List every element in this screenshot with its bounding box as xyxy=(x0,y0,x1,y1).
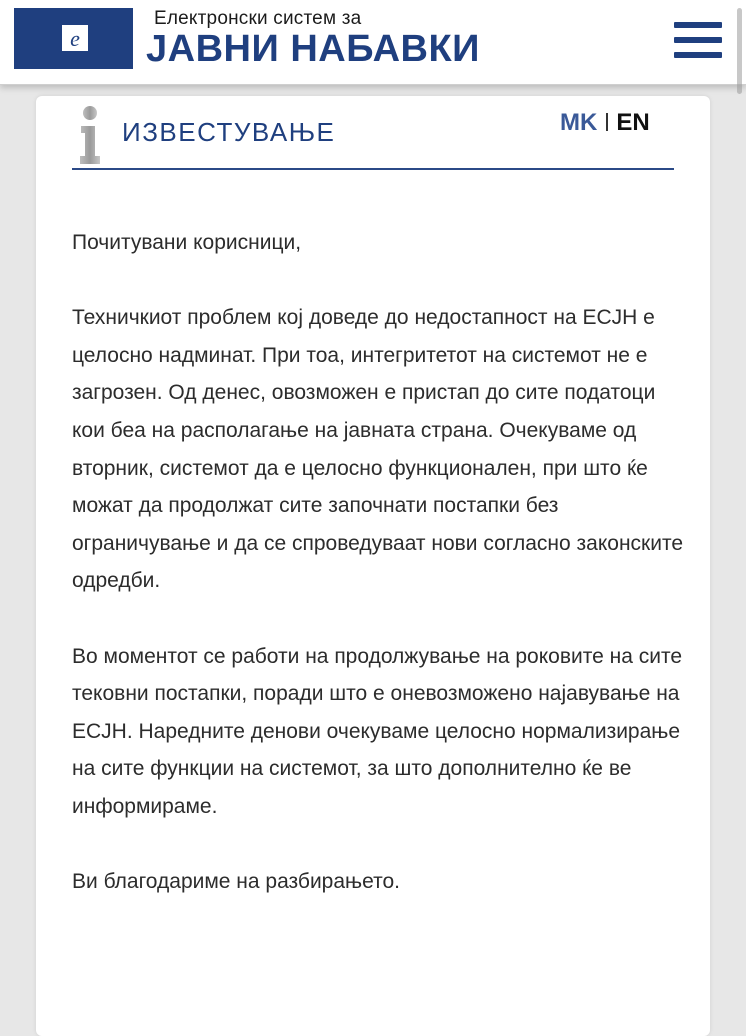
language-switcher xyxy=(560,109,650,137)
notice-paragraph: Техничкиот проблем кој доведе до недостапност на ЕСЈН е целосно надминат. При тоа, интегритетот на системот не е загрозен. Од денес, овозможен е пристап до сите податоци кои беа на располагање на јавната страна. Очекуваме од вторник, системот да е целосно функционален, при што ќе можат да продолжат сите започнати постапки без ограничување и да се спроведуваат нови согласно законските одредби. xyxy=(72,306,684,593)
lang-mk-link[interactable]: MK xyxy=(560,109,598,136)
svg-text:e: e xyxy=(70,26,80,51)
notice-body xyxy=(72,224,684,901)
notice-card xyxy=(36,96,710,1036)
lang-separator xyxy=(606,113,608,131)
brand-subtitle: Електронски систем за xyxy=(154,8,362,29)
brand-title[interactable]: ЈАВНИ НАБАВКИ xyxy=(146,28,480,70)
notice-title: ИЗВЕСТУВАЊЕ xyxy=(122,117,336,147)
hamburger-menu-icon[interactable] xyxy=(674,20,722,60)
info-icon xyxy=(75,106,105,166)
page-scrollbar[interactable] xyxy=(737,8,742,94)
menu-bar xyxy=(674,22,722,28)
title-divider xyxy=(72,168,674,170)
menu-bar xyxy=(674,52,722,58)
lang-en-link[interactable]: EN xyxy=(616,109,650,136)
greeting: Почитувани корисници, xyxy=(72,231,302,254)
top-header xyxy=(0,0,746,85)
menu-bar xyxy=(674,37,722,43)
closing-line: Ви благодариме на разбирањето. xyxy=(72,870,400,894)
notice-paragraph: Во моментот се работи на продолжување на роковите на сите тековни постапки, поради што е оневозможено најавување на ЕСЈН. Наредните денови очекуваме целосно нормализирање на сите функции на системот, за што дополнително ќе ве информираме. xyxy=(72,644,683,818)
site-logo[interactable] xyxy=(14,8,133,69)
e-procurement-logo-icon xyxy=(62,25,88,51)
